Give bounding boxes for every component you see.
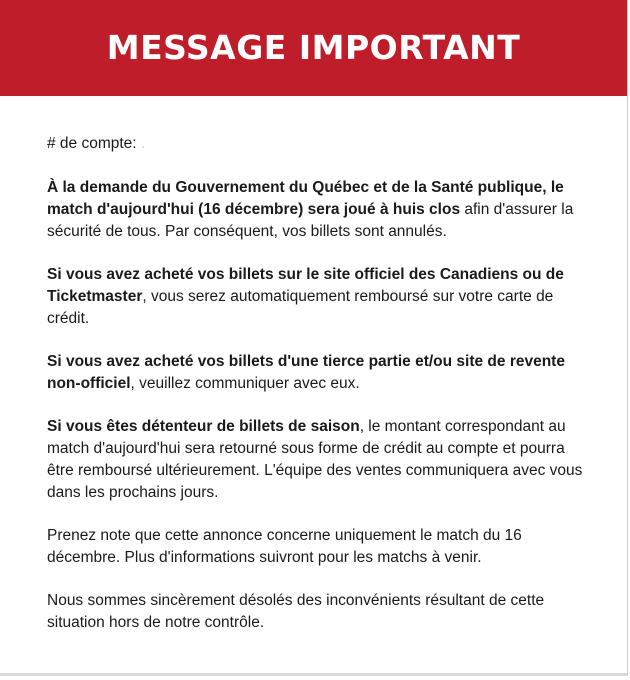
paragraph-text: , le montant correspondant au match d'aujourd'hui sera retourné sous forme de crédit au compte et pourra être remboursé ultérieurement. L'équipe des ventes communiquera avec vous dans les prochains jours. [47,418,583,501]
paragraph-bold-text: Si vous avez acheté vos billets d'une tierce partie et/ou site de revente non-officiel [47,353,565,392]
paragraph-closed-doors [47,177,587,243]
paragraph-official-purchase [47,264,587,330]
paragraph-apology [47,590,587,634]
account-value: . [140,135,146,152]
paragraph-note [47,525,587,569]
account-line [47,133,587,155]
paragraph-text: afin d'assurer la sécurité de tous. Par conséquent, vos billets sont annulés. [47,201,574,240]
paragraph-bold-text: À la demande du Gouvernement du Québec et de la Santé publique, le match d'aujourd'hui (16 décembre) sera joué à huis clos [47,179,564,218]
message-body [0,96,627,634]
paragraph-text: , veuillez communiquer avec eux. [130,375,360,392]
paragraph-season-tickets [47,416,587,504]
paragraph-text: , vous serez automatiquement remboursé sur votre carte de crédit. [47,288,554,327]
paragraph-third-party [47,351,587,395]
paragraph-text: Prenez note que cette annonce concerne uniquement le match du 16 décembre. Plus d'informations suivront pour les matchs à venir. [47,527,522,566]
header-banner [0,0,627,96]
page-title: MESSAGE IMPORTANT [106,27,521,67]
paragraph-bold-text: Si vous êtes détenteur de billets de saison [47,418,360,435]
paragraph-bold-text: Si vous avez acheté vos billets sur le site officiel des Canadiens ou de Ticketmaster [47,266,564,305]
paragraph-text: Nous sommes sincèrement désolés des inconvénients résultant de cette situation hors de notre contrôle. [47,592,545,631]
account-label: # de compte: [47,135,137,152]
